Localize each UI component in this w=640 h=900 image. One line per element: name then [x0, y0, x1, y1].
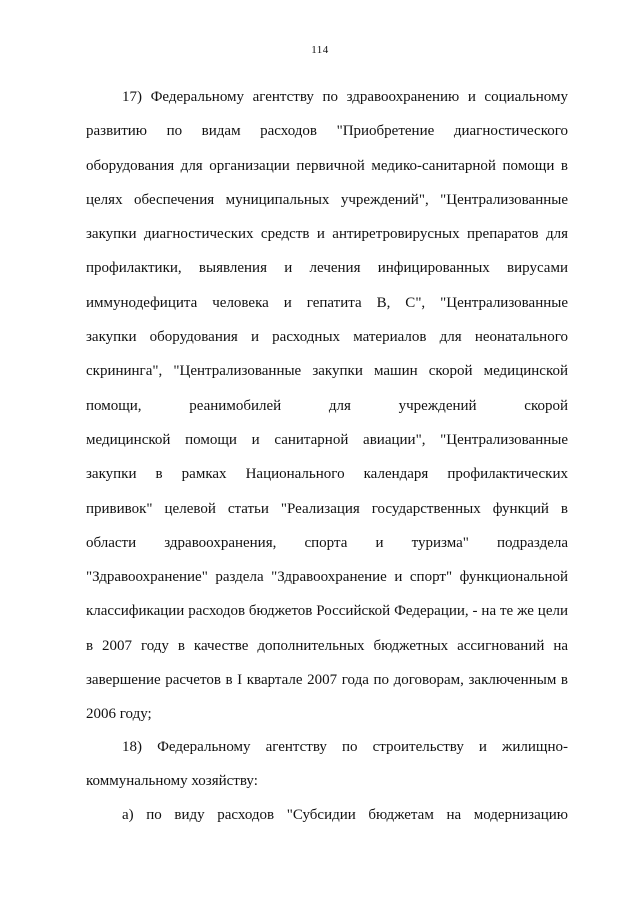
text-line: скрининга", "Централизованные закупки машин скорой медицинской	[86, 363, 568, 380]
text-line: закупки в рамках Национального календаря профилактических	[86, 466, 568, 483]
paragraph-18	[86, 730, 568, 799]
text-line: прививок" целевой статьи "Реализация государственных функций в	[86, 500, 568, 517]
page-number: 114	[311, 44, 329, 56]
text-line: закупки оборудования и расходных материалов для неонатального	[86, 329, 568, 346]
text-line: оборудования для организации первичной медико-санитарной помощи в	[86, 157, 568, 174]
paragraph-17	[86, 80, 568, 732]
text-line: развитию по видам расходов "Приобретение диагностического	[86, 123, 568, 140]
text-line: завершение расчетов в I квартале 2007 года по договорам, заключенным в	[86, 672, 568, 689]
text-line: "Здравоохранение" раздела "Здравоохранение и спорт" функциональной	[86, 569, 568, 586]
text-line: профилактики, выявления и лечения инфицированных вирусами	[86, 260, 568, 277]
text-line: помощи, реанимобилей для учреждений скорой	[86, 397, 568, 414]
text-line: закупки диагностических средств и антиретровирусных препаратов для	[86, 226, 568, 243]
text-line: 2006 году;	[86, 706, 152, 723]
text-line: в 2007 году в качестве дополнительных бюджетных ассигнований на	[86, 637, 568, 654]
text-line: 17) Федеральному агентству по здравоохранению и социальному	[122, 89, 568, 105]
text-line: целях обеспечения муниципальных учреждений", "Централизованные	[86, 191, 568, 208]
text-line: области здравоохранения, спорта и туризма" подраздела	[86, 534, 568, 551]
text-line: а) по виду расходов "Субсидии бюджетам на модернизацию	[122, 807, 568, 823]
text-line: медицинской помощи и санитарной авиации", "Централизованные	[86, 431, 568, 448]
text-line: 18) Федеральному агентству по строительству и жилищно-	[122, 739, 568, 755]
text-line: классификации расходов бюджетов Российской Федерации, - на те же цели	[86, 603, 568, 620]
paragraph-a	[86, 798, 568, 832]
text-line: коммунальному хозяйству:	[86, 773, 258, 790]
text-line: иммунодефицита человека и гепатита B, C", "Централизованные	[86, 294, 568, 311]
